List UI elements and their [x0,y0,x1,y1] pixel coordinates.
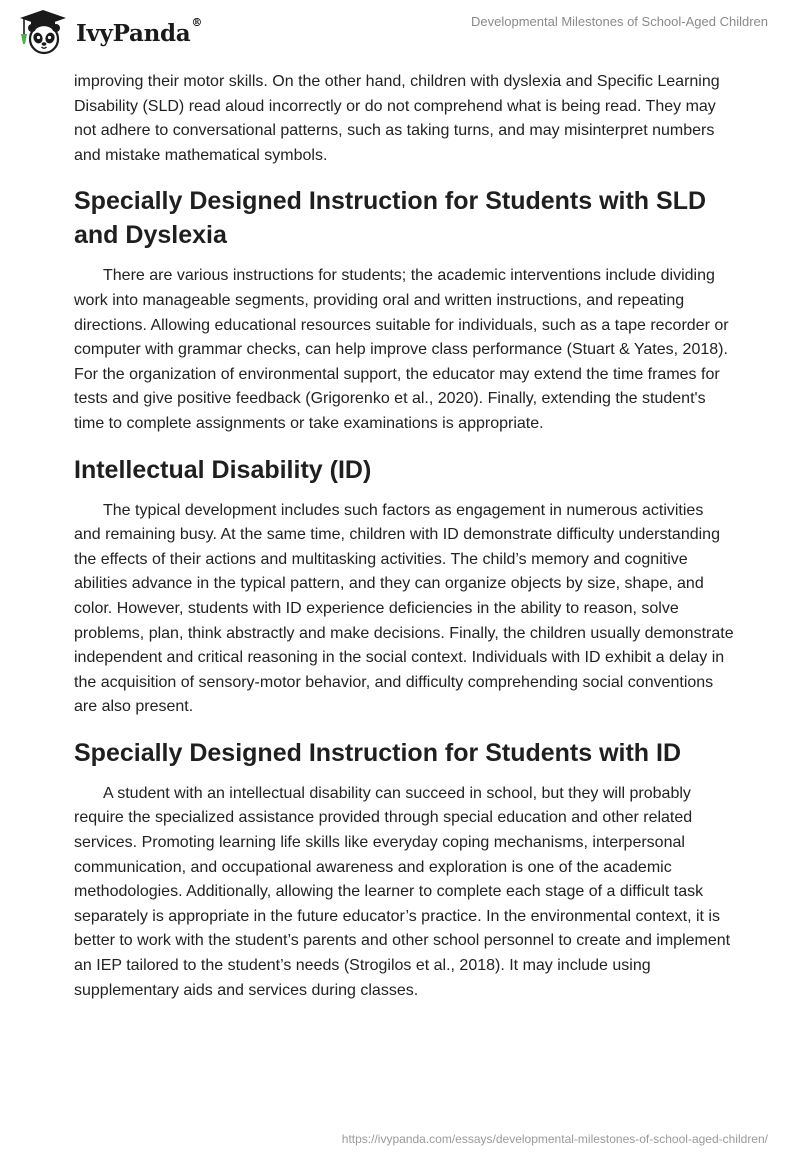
section-heading-sld-instruction: Specially Designed Instruction for Students with SLD and Dyslexia [74,187,707,250]
section-heading-intellectual-disability: Intellectual Disability (ID) [74,455,372,484]
brand-logo[interactable] [14,8,202,56]
section-paragraph-sld-instruction: There are various instructions for students; the academic interventions include dividing work into manageable segments, providing oral and written instructions, and repeating directions. Allowing educational resources suitable for individuals, such as a tape recorder or computer with grammar checks, can help improve class performance (Stuart & Yates, 2018). For the organization of environmental support, the educator may extend the time frames for tests and give positive feedback (Grigorenko et al., 2020). Finally, extending the student's time to complete assignments or take examinations is appropriate. [74,267,729,432]
section-paragraph-id-instruction: A student with an intellectual disability can succeed in school, but they will probably require the specialized assistance provided through special education and other related services. Promoting learning life skills like everyday coping mechanisms, interpersonal communication, and occupational awareness and exploration is one of the academic methodologies. Additionally, allowing the learner to complete each stage of a difficult task separately is appropriate in the future educator’s practice. In the environmental context, it is better to work with the student’s parents and other school personnel to create and implement an IEP tailored to the student’s needs (Strogilos et al., 2018). It may include using supplementary aids and services during classes. [74,784,731,999]
footer-url-link[interactable]: https://ivypanda.com/essays/developmental-milestones-of-school-aged-children/ [341,1132,768,1146]
page-header [0,0,800,64]
panda-graduate-icon [14,8,72,56]
section-heading-id-instruction: Specially Designed Instruction for Students with ID [74,738,682,767]
registered-mark: ® [191,15,203,29]
essay-content [74,70,734,1003]
brand-name: IvyPanda® [76,15,203,47]
intro-paragraph: improving their motor skills. On the other hand, children with dyslexia and Specific Learning Disability (SLD) read aloud incorrectly or do not comprehend what is being read. They may not adhere to conversational patterns, such as taking turns, and may misinterpret numbers and mistake mathematical symbols. [74,73,720,164]
section-paragraph-intellectual-disability: The typical development includes such factors as engagement in numerous activities and remaining busy. At the same time, children with ID demonstrate difficulty understanding the effects of their actions and multitasking activities. The child’s memory and cognitive abilities advance in the typical pattern, and they can organize objects by size, shape, and color. However, students with ID experience deficiencies in the ability to reason, solve problems, plan, think abstractly and make decisions. Finally, the children usually demonstrate independent and critical reasoning in the social context. Individuals with ID exhibit a delay in the acquisition of sensory-motor behavior, and difficulty comprehending social conventions are also present. [74,501,734,716]
document-title: Developmental Milestones of School-Aged Children [471,14,768,29]
